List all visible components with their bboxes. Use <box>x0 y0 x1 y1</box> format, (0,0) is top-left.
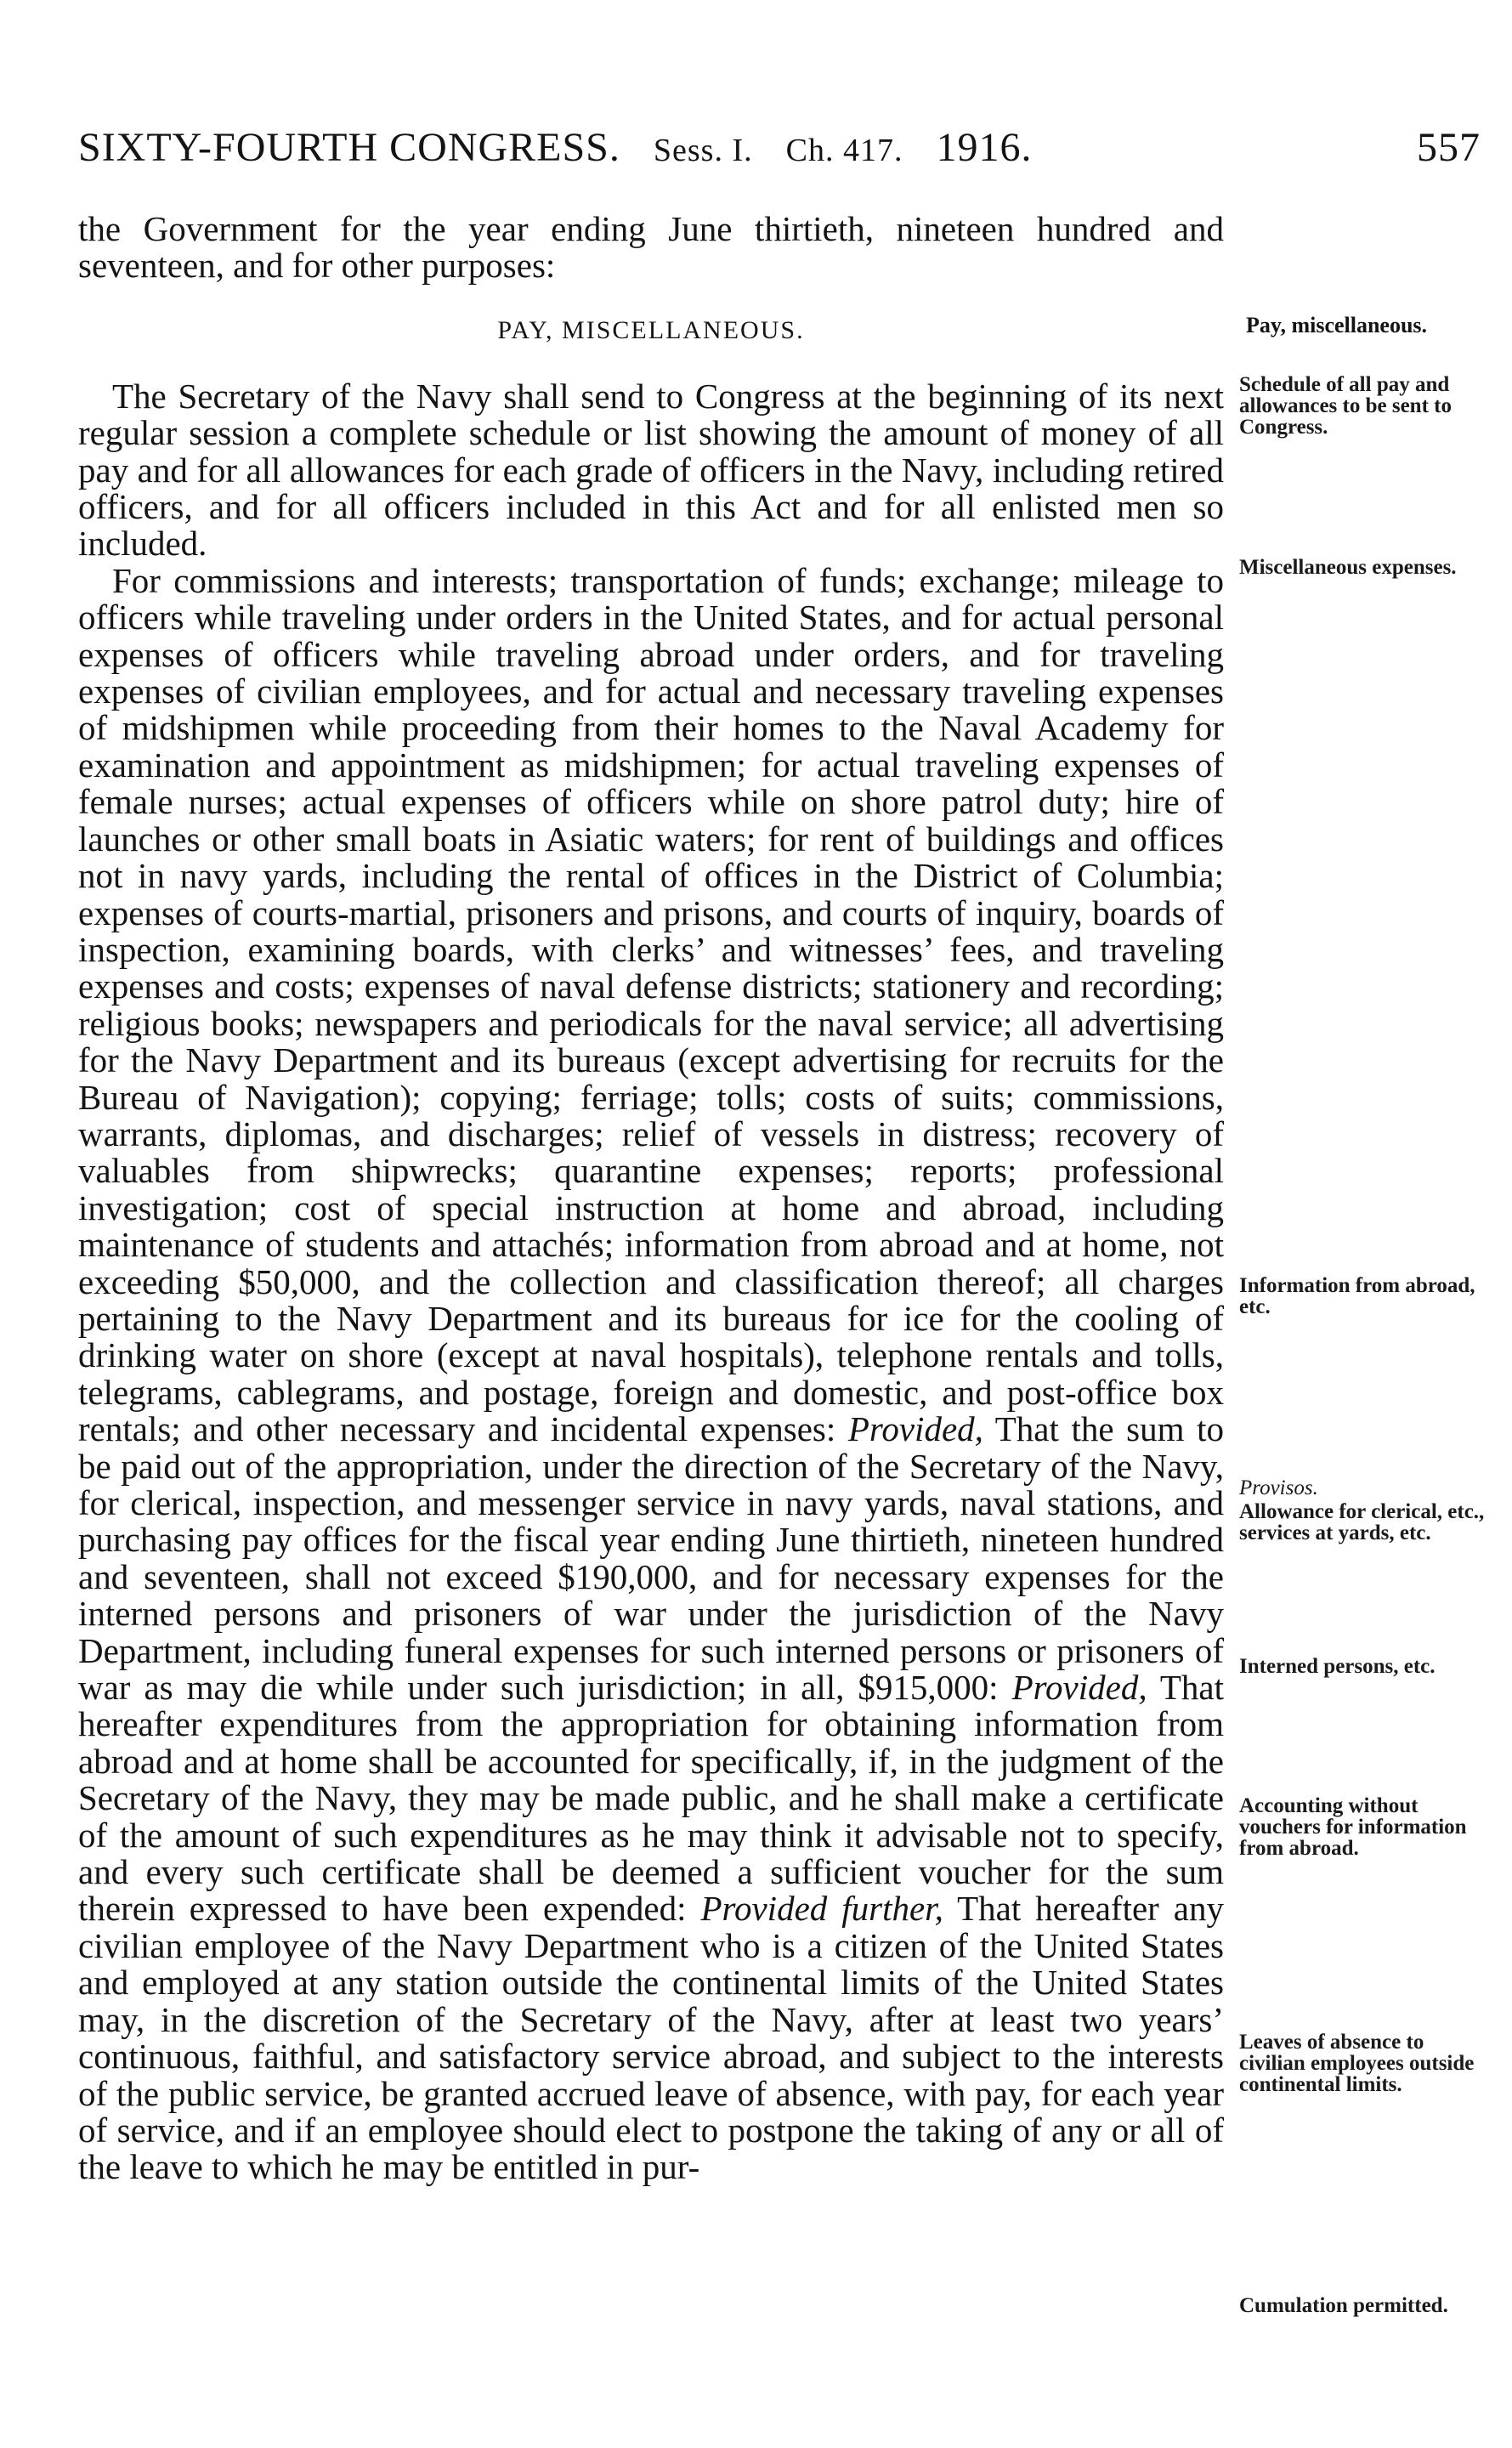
proviso-3-word: Provided further, <box>700 1889 943 1929</box>
paragraph-schedule: The Secretary of the Navy shall send to Congress at the beginning of its next regular session a complete schedule or list showing the amount of money of all pay and for all allowances for each grade of officers in the Navy, including retired officers, and for all officers included in this Act and for all enlisted men so included. <box>78 376 1224 564</box>
margin-note-clerical: Allowance for clerical, etc., services at yards, etc. <box>1239 1500 1485 1544</box>
congress-title: SIXTY-FOURTH CONGRESS. <box>78 125 620 170</box>
proviso-1-word: Provided, <box>847 1409 983 1449</box>
margin-note-information: Information from abroad, etc. <box>1239 1274 1475 1318</box>
margin-note-schedule: Schedule of all pay and allowances to be sent to Congress. <box>1239 373 1452 439</box>
intro-paragraph: the Government for the year ending June thirtieth, nineteen hundred and seventeen, and for other purposes: <box>78 209 1224 286</box>
margin-note-provisos: Provisos. <box>1239 1476 1318 1499</box>
margin-note-accounting: Accounting without vouchers for information from abroad. <box>1239 1794 1467 1860</box>
expenses-text: For commissions and interests; transportation of funds; exchange; mileage to officers while traveling under orders in the United States, and for actual personal expenses of officers while traveling abroad under orders, and for traveling expenses of civilian employees, and for actual and necessary traveling expenses of midshipmen while proceeding from their homes to the Naval Academy for examination and appointment as midshipmen; for actual traveling expenses of female nurses; actual expenses of officers while on shore patrol duty; hire of launches or other small boats in Asiatic waters; for rent of buildings and offices not in navy yards, including the rental of offices in the District of Columbia; expenses of courts-martial, prisoners and prisons, and courts of inquiry, boards of inspection, examining boards, with clerks’ and witnesses’ fees, and traveling expenses and costs; expenses of naval defense districts; stationery and recording; religious books; newspapers and periodicals for the naval service; all advertising for the Navy Department and its bureaus (except advertising for recruits for the Bureau of Navigation); copying; ferriage; tolls; costs of suits; commissions, warrants, diplomas, and discharges; relief of vessels in distress; recovery of valuables from shipwrecks; quarantine expenses; reports; professional investigation; cost of special instruction at home and abroad, including maintenance of students and attachés; information from abroad and at home, not exceeding $50,000, and the collection and classification thereof; all charges pertaining to the Navy Department and its bureaus for ice for the cooling of drinking water on shore (except at naval hospitals), telephone rentals and tolls, telegrams, cablegrams, and postage, foreign and domestic, and post-office box rentals; and other necessary and incidental expenses: <box>78 560 1224 1449</box>
chapter-label: Ch. 417. <box>785 133 903 168</box>
margin-note-cumulation: Cumulation permitted. <box>1239 2294 1448 2317</box>
body-text <box>78 211 1224 2186</box>
proviso-3-text: That hereafter any civilian employee of the Navy Department who is a citizen of the United States and employed at any station outside the continental limits of the United States may, in the discretion of the Secretary of the Navy, after at least two years’ continuous, faithful, and satisfactory service abroad, and subject to the interests of the public service, be granted accrued leave of absence, with pay, for each year of service, and if an employee should elect to postpone the taking of any or all of the leave to which he may be entitled in pur- <box>78 1889 1224 2187</box>
margin-note-interned: Interned persons, etc. <box>1239 1655 1436 1678</box>
proviso-1-text: That the sum to be paid out of the appropriation, under the direction of the Secretary of the Navy, for clerical, inspection, and messenger service in navy yards, naval stations, and purchasing pay offices for the fiscal year ending June thirtieth, nineteen hundred and seventeen, shall not exceed $190,000, and for necessary expenses for the interned persons and prisoners of war under the jurisdiction of the Navy Department, including funeral expenses for such interned persons or prisoners of war as may die while under such jurisdiction; in all, $915,000: <box>78 1409 1224 1708</box>
page-number: 557 <box>1417 125 1481 170</box>
proviso-2-text: That hereafter expenditures from the appropriation for obtaining information from abroad and at home shall be accounted for specifically, if, in the judgment of the Secretary of the Navy, they may be made public, and he shall make a certificate of the amount of such expenditures as he may think it advisable not to specify, and every such certificate shall be deemed a sufficient voucher for the sum therein expressed to have been expended: <box>78 1668 1225 1929</box>
running-head <box>78 124 1481 175</box>
margin-note-misc-expenses: Miscellaneous expenses. <box>1239 556 1457 579</box>
paragraph-expenses <box>78 560 1225 2187</box>
proviso-2-word: Provided, <box>1011 1668 1147 1708</box>
session-label: Sess. I. <box>653 133 753 168</box>
section-heading: PAY, MISCELLANEOUS. <box>497 315 805 344</box>
year-label: 1916. <box>936 125 1033 170</box>
margin-note-leaves: Leaves of absence to civilian employees outside continental limits. <box>1239 2031 1475 2096</box>
margin-note-pay-misc: Pay, miscellaneous. <box>1246 313 1428 337</box>
